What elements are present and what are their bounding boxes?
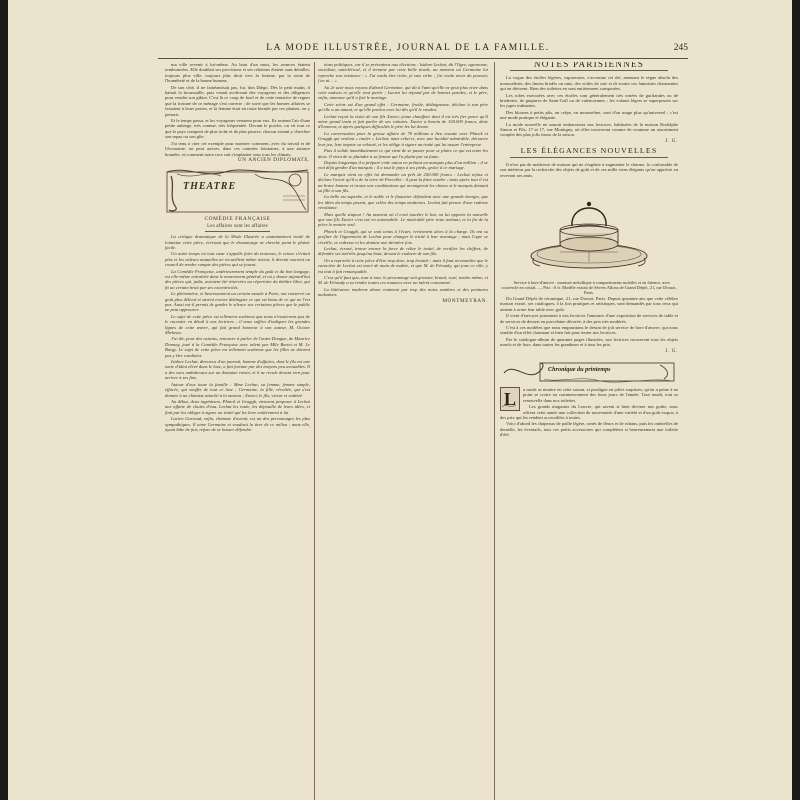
section-title-notes: NOTES PARISIENNES [533,62,645,69]
paragraph: Phinck et Gruggh, qui se sont tenus à l'écart, reviennent alors à la charge. Ils ont su profiter de l'égarement de Lechat pour changer le traité à leur avantage ; mais l'ogre se réveille, se redresse et les domine une dernière fois. [318,228,488,245]
paragraph: Mais quelle stupeur ! Au moment où il croit toucher le but, on lui apporte la nouvelle que son fils Xavier s'est tué en automobile. Le misérable père reste anéanti, et la fin de la pièce le montre seul. [318,211,488,228]
theatre-subtitle: COMÉDIE FRANÇAISE [204,216,271,223]
theatre-header-ornament [165,166,310,214]
paragraph: Voici d'abord les chapeaux de paille légère, ornés de fleurs et de rubans, puis les ombrelles de dentelle, les éventails, tous ces petits accessoires qui complètent si heureusement une toilette d'été. [500,421,678,438]
paragraph: J'ai tenu à citer cet exemple pour montrer comment, avec du travail et de l'économie, on peut arriver, dans ces contrées lointaines, à une aisance honnête, et comment notre race sait s'implanter sous tous les climats. [165,140,310,157]
paragraph: Des blouses à petits plis, en crêpe, en mousseline, sont d'un usage plus qu'universel ; c'est une mode pratique et élégante. [500,109,678,121]
play-title: Les affaires sont les affaires [207,223,268,229]
paragraph: La belle est superbe, et le noble et le financier défendent avec une grande énergie, que les idées du temps posent, que celles des temps modernes. Lechat fait preuve d'une rudesse révoltante. [318,194,488,211]
paragraph: Les robes exécutées avec ces étoffes sont généralement très ornées de guirlandes ou de broderies, de guipures de Saint-Gall ou de valenciennes ; les volants légers se superposent sur les jupes traînantes. [500,92,678,109]
signature: J. G. [665,347,678,354]
paragraph: Les grands magasins du Louvre, qui savent si bien deviner nos goûts, nous offrent cette année une collection de nouveautés d'une variété et d'un goût exquis, à des prix qui les rendent accessibles à toutes. [500,404,678,420]
paragraph: Un autre temps où tout cœur s'appelle faire du nouveau, le retour s'évitait plus et les valeurs mutuelles ne recueillent même avenir, il devrait souvent un conseil de rendre compte des pièces qui se jouent. [165,251,310,268]
paragraph: Autour d'eux toute la famille : Mme Lechat, sa femme, femme simple, effacée, qui souffre de tout ce luxe ; Germaine, la fille, révoltée, qui s'est donnée à un chimiste attaché à la maison ; Xavier, le fils, viveur et endetté. [165,381,310,398]
paragraph: La vogue des étoffes légères, vaporeuses, s'accentue cet été, amenant le règne absolu des mousselines, des linons brodés ou unis, des voiles de soie et de toutes ces fantaisies charmantes qui en dérivent. Bien des toilettes en sont entièrement composées. [500,75,678,92]
figure-caption: Service à hors-d'œuvre : monture métallique à compartiments mobiles et en faïence, avec couvercle en cristal. — Prix : 6 fr. Modèle extrait de Sèvres Allons de Grand Dépôt, 21, rue Drouot, Paris. [501,279,677,295]
paragraph: Au début, deux ingénieurs, Phinck et Gruggh, viennent proposer à Lechat une affaire de chutes d'eau. Lechat les roule, les dépouille de leurs idées, et finit par les obliger à signer un traité qui les livre entièrement à lui. [165,398,310,415]
journal-page [8,0,792,800]
paragraph: tions politiques, car il se présentera aux élections : Isidore Lechat, dit l'Ogre, agronome, socialiste, anticlérical, et il termine par cette belle tirade, au moment où Germaine lui reproche son existence : « J'ai voulu être riche, je suis riche ; j'ai voulu avoir du pouvoir, j'en ai… » [318,62,488,84]
separator-rule [205,231,270,232]
signature: UN ANCIEN DIPLOMATE. [237,156,310,163]
paragraph: Le phénomène, et heureusement un certain monde à Paris, ont conservé un goût plus délicat et savent encore distinguer ce qui est beau de ce qui ne l'est pas. Aussi est-il permis de garder le silence sur certaines pièces que le public ne peut approuver. [165,291,310,313]
column-right [500,62,678,800]
paragraph: Puis il solide immédiatement ce qui vient de se passer pour se plaire ce qui est entre les deux. Il vient de se plaindre à sa femme qui l'a plaint par sa faute. [318,148,488,159]
paragraph: La critique dramatique de la Mode Illustrée a unanimement traité de lointaine cette pièce, écrivant que le dramaturge ne cherche point le plaisir facile. [165,234,310,250]
paragraph: a mode se montre en cette saison, si prodigue en jolies surprises, qu'on a peine à ne point se croire au commencement des bons jours de l'année. Tout renaît, tout se renouvelle dans nos toilettes. [523,386,678,403]
paragraph: Lechat reçoit la visite de son fils Xavier, jeune chauffeur dont il est très fier parce qu'il mène grand train et fait parler de ses voitures. Xavier a besoin de 100.000 francs, dette d'honneur, et après quelques difficultés le père les lui donne. [318,113,488,130]
paragraph: Le sujet de cette pièce est tellement scabreux que nous n'essaierons pas de le raconter en détail à nos lectrices ; il nous suffira d'indiquer les grandes lignes de cette œuvre, qui fait grand honneur à son auteur, M. Octave Mirbeau. [165,313,310,336]
paragraph: ma ville revenir à lui-même. Au bout d'un mois, les avances étaient rembourrées. Elle doublait ses provisions et ses relations étaient sans détailler, toujours plus ville, toujours plus droit vers la fortune, par la route de l'honnêteté et de la bonne humeur. [165,62,310,84]
column-middle [318,62,488,800]
paragraph: De son côté, il ne fainéantisait pas, lui, don Diègo. Dès le petit matin, il battait la broussaille, puis venait au-devant des voyageurs et des diligences pour vendre son gibier. C'est là ce coup de fusil et de cette tentative de regner que la fortune de ce ménage s'est ouverte ; de sorte que les bonnes affaires se faisaient à leurs portes, et la femme était en route bientôt par ces plaines, on y pensait. [165,84,310,117]
paragraph: On a reproché à cette pièce d'être trop dure, trop brutale ; mais il faut reconnaître que le caractère de Lechat est tracé de main de maître, et que M. de Féraudy, qui joue ce rôle, y est tout à fait remarquable. [318,257,488,274]
separator-rule [510,157,668,158]
signature: J. G. [665,137,678,144]
page-header [128,43,688,55]
paragraph: Au 2e acte nous voyons d'abord Germaine, qui dit à l'ami qu'elle ne peut plus vivre dans cette maison et qu'elle veut partir ; Lucien lui répond par de bonnes paroles, et le père, enfin, annonce qu'il a fixé le mariage. [318,84,488,101]
paragraph: La littérature moderne abuse vraiment par trop des notes sombres et des peintures malsaines. [318,286,488,298]
signature: MONTMEYRAN. [442,297,488,304]
paragraph: Le marquis vient en effet lui demander un prêt de 200.000 francs : Lechat refuse et déclare l'avoir qu'il a de la terre de Porcellet : il peut la faire vendre ; mais après tout il est un brave homme et trouve une combinaison qui arrangerait les choses si le marquis donnait sa fille à son fils. [318,171,488,193]
separator-rule [510,70,668,71]
serving-dish-icon [500,182,678,278]
page-number: 245 [673,43,688,53]
paragraph: Il n'est pas de maîtresse de maison qui ne s'ingénie à augmenter le charme, le confortable de son intérieur par la recherche des objets de goût et de ces mille riens élégants qu'on apprécie en recevant ses amis. [500,161,678,178]
paragraph: Lucien Garraud, enfin, chimiste d'avenir, est un des personnages les plus sympathiques. Il aime Germaine et voudrait la tirer de ce milieu ; mais elle, ayant hâte de fuir, refuse de se laisser défendre. [165,416,310,432]
chronique-title: Chronique du printemps [548,365,611,373]
paragraph: La Comédie Française, antérieurement temple du goût et du bon langage, est elle-même entraînée dans le mouvement général, et on y donne aujourd'hui des pièces qui, jadis, auraient été réservées au répertoire du théâtre libre, qui fit un certain bruit par ses excentricités. [165,268,310,290]
column-divider [494,62,495,800]
paragraph: Par le catalogue-album de quarante pages illustrées, nos lectrices trouveront tous les objets usuels et de luxe, dans toutes les grandeurs et à tous les prix. [500,336,678,348]
drop-cap-letter: L [504,388,517,409]
hors-doeuvre-illustration [500,182,678,278]
paragraph: Du Grand Dépôt de céramique, 21, rue Drouot, Paris. Depuis quarante ans que cette célèbre maison existe, ses catalogues, à la fois pratiques et artistiques, sont demandés par tous ceux qui aiment à orner leur table avec goût. [500,295,678,312]
paragraph: Isidore Lechat, directeur d'un journal, homme d'affaires, dont le fils est une sorte d'idiot élevé dans le luxe, a fait fortune par des moyens peu avouables. Il a des vues ambitieuses sur un domaine voisin, et il ne recule devant rien pour arriver à ses fins. [165,359,310,381]
paragraph: Il vient d'envoyer justement à nos lectrices l'annonce d'une exposition de services de table et de services de dessert en porcelaine décorée, à des prix très modérés. [500,313,678,324]
journal-title: LA MODE ILLUSTRÉE, JOURNAL DE LA FAMILLE. [266,43,550,53]
theatre-title: THEATRE [183,181,237,193]
chronique-header-ornament [500,359,678,385]
paragraph: J'ai dit, pour des raisons, renoncer à parler de l'autre Dongue, de Maurice Donnay, joué à la Comédie Française avec talent par Mlle Bartet et M. Le Bargy. Le sujet de cette pièce est tellement scabreux que les filles ne doivent pas y être conduites. [165,336,310,358]
section-title-elegances: LES ÉLÉGANCES NOUVELLES [520,146,658,156]
paragraph: Lechat, écrasé, trouve encore la force de relire le traité, de rectifier les chiffres, de défendre ses intérêts jusqu'au bout, devant le cadavre de son fils. [318,246,488,257]
drop-cap [500,387,520,411]
paragraph: C'est qu'il faut que, tour à tour, le personnage soit grossier, brutal, rusé, tendre même, et M. de Féraudy a su rendre toutes ces nuances avec un talent consommé. [318,275,488,286]
paragraph: La conversation pour la grosse affaire de 70 millions a lieu ensuite avec Phinck et Gruggh qui veulent « rouler » Lechat, mais celui-ci, avec une lucidité admirable, découvre leur jeu, leur impose sa volonté, et les oblige à signer un traité qui lui assure l'entreprise. [318,130,488,147]
column-divider [314,62,315,800]
column-left [165,62,310,800]
paragraph: Depuis longtemps il a préparé cette union en prêtant au marquis plus d'un million ; il se voit déjà gendre d'un marquis ; il a tout le pays à ses pieds, grâce à ce mariage. [318,159,488,171]
paragraph: Et le temps passa, et les voyageurs venaient pour eux. Ils avaient l'air d'une petite auberge, très connue, très fréquentée. Devant le porche, on vit tout ce que le pays comptait de plus riche et de plus pauvre, chacun venant y chercher son repas ou son gîte. [165,118,310,140]
paragraph: La mode nouvelle ne saurait embarrasser nos lectrices, habituées de la maison Rodolphe Simon et Fils, 17 et 17, rue Montigny, où elles trouveront comme de coutume un assortiment complet des plus jolis tissus de la saison. [500,121,678,138]
header-rule [158,58,688,59]
paragraph: Cette scène est d'un grand effet : Germaine, froide, dédaigneuse, déclare à son père qu'elle a un amant, et qu'elle partira avec lui dès qu'il le voudra. [318,101,488,113]
paragraph: C'est à ces modèles que nous empruntons le dessin de joli service de hors-d'œuvre, qui nous semble d'un effet charmant et bien fait pour tenter nos lectrices. [500,324,678,336]
